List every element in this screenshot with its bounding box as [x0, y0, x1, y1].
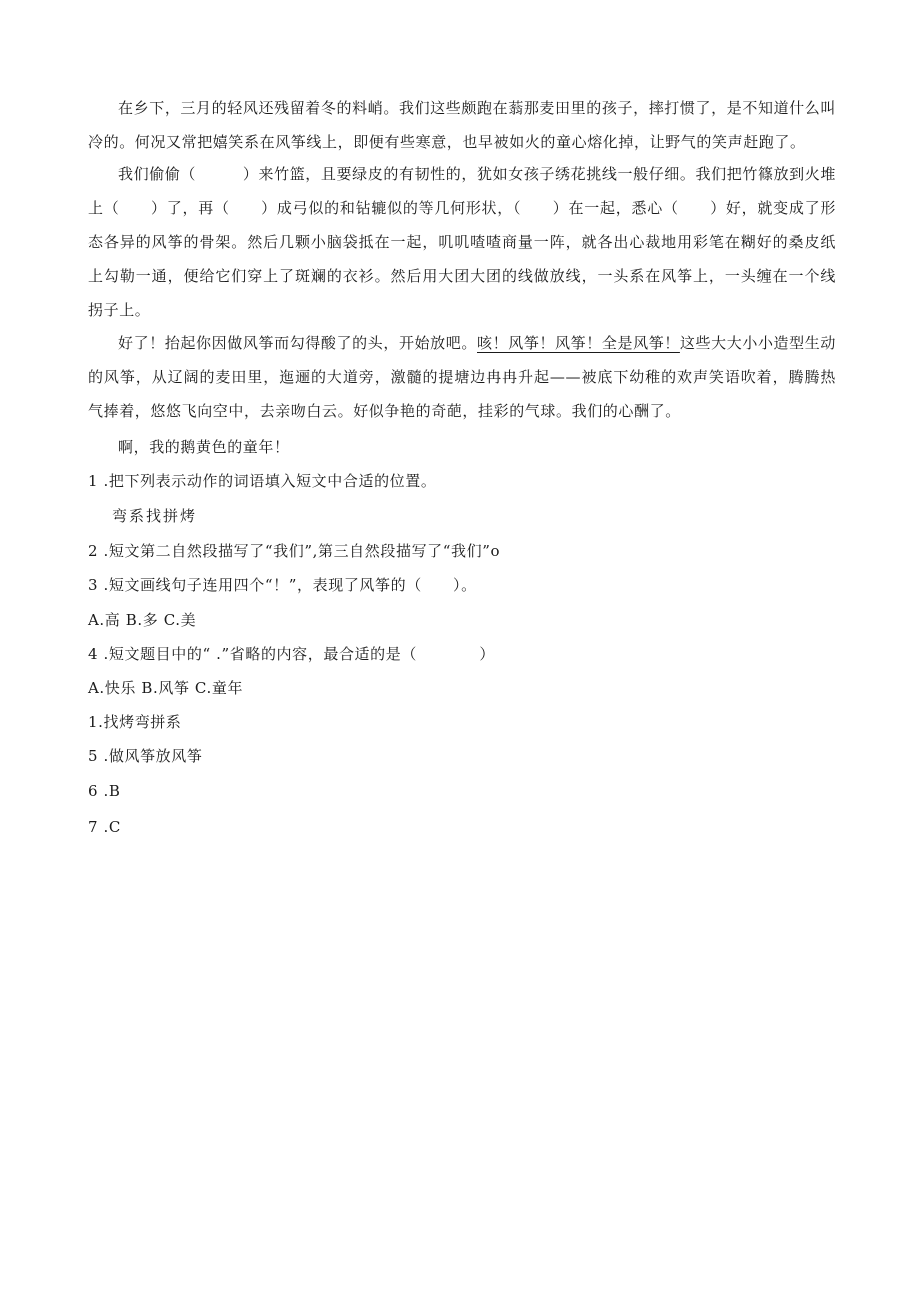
answer-1: 1.找烤弯拼系	[88, 713, 182, 731]
question-1-word-list: 弯系找拼烤	[112, 507, 198, 525]
answer-3: 6 .B	[88, 782, 121, 800]
passage-paragraph-2: 我们偷偷（ ）来竹篮，且要绿皮的有韧性的，犹如女孩子绣花挑线一般仔细。我们把竹篠放到火堆上（ ）了，再（ ）成弓似的和钻辘似的等几何形状，（ ）在一起，悉心（ ）好，就变成了形态各异的风筝的骨架。然后几颗小脑袋抵在一起，叽叽喳喳商量一阵，就各出心裁地用彩笔在糊好的桑皮纸上勾勒一通，便给它们穿上了斑斓的衣衫。然后用大团大团的线做放线，一头系在风筝上，一头缠在一个线拐子上。	[88, 165, 836, 319]
passage-paragraph-4: 啊，我的鹅黄色的童年！	[118, 438, 290, 456]
question-4-options: A.快乐 B.风筝 C.童年	[88, 679, 244, 697]
question-1: 1 .把下列表示动作的词语填入短文中合适的位置。	[88, 472, 437, 490]
passage-paragraph-1: 在乡下，三月的轻风还残留着冬的料峭。我们这些颇跑在蓊那麦田里的孩子，摔打惯了，是不知道什么叫冷的。何况又常把嬉笑系在风筝线上，即便有些寒意，也早被如火的童心熔化掉，让野气的笑声赶跑了。	[88, 99, 836, 151]
question-2: 2 .短文第二自然段描写了“我们”,第三自然段描写了“我们”o	[88, 542, 501, 560]
question-4: 4 .短文题目中的“ .”省略的内容，最合适的是（ ）	[88, 645, 495, 663]
underlined-sentence: 咳！风筝！风筝！全是风筝！	[477, 334, 680, 352]
answer-4: 7 .C	[88, 818, 121, 836]
answer-2: 5 .做风筝放风筝	[88, 747, 203, 765]
question-3-options: A.高 B.多 C.美	[88, 611, 197, 629]
passage-paragraph-3	[88, 326, 836, 428]
paragraph-3-text-after: 这些大大小小造型生动的风筝，从辽阔的麦田里，迤逦的大道旁，激髓的提塘边冉冉升起——被底下幼稚的欢声笑语吹着，腾腾热气捧着，悠悠飞向空中，去亲吻白云。好似争艳的奇葩，挂彩的气球。我们的心酬了。	[88, 334, 836, 420]
question-3: 3 .短文画线句子连用四个“！”，表现了风筝的（ ）。	[88, 576, 477, 594]
paragraph-3-text-before: 好了！抬起你因做风筝而勾得酸了的头，开始放吧。	[118, 334, 477, 352]
